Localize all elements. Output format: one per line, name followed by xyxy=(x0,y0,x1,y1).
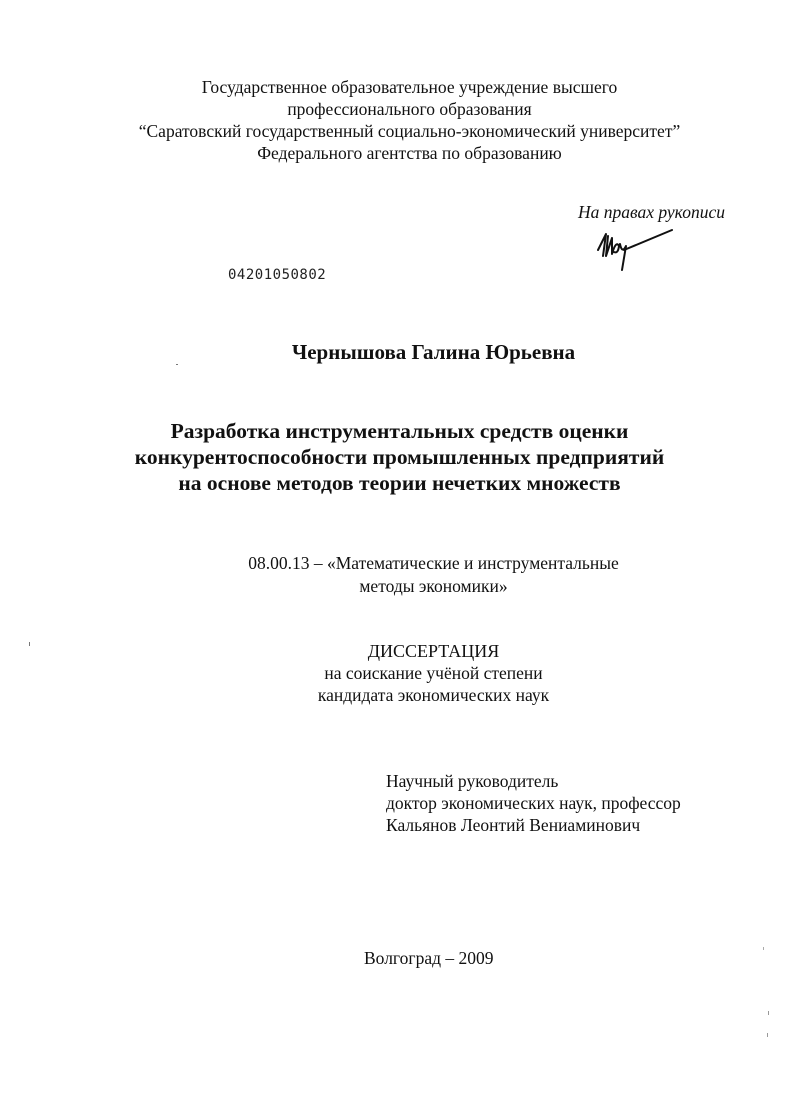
scan-speck xyxy=(767,1033,768,1037)
city-year: Волгоград – 2009 xyxy=(364,948,494,968)
manuscript-rights-note: На правах рукописи xyxy=(578,202,725,222)
dissertation-block xyxy=(34,640,799,706)
thesis-title-line: конкурентоспособности промышленных предприятий xyxy=(134,445,665,469)
specialty xyxy=(34,552,799,598)
thesis-title-line: на основе методов теории нечетких множеств xyxy=(178,471,621,495)
institution-line: профессионального образования xyxy=(287,99,532,119)
scan-speck xyxy=(763,947,764,950)
institution-line: Государственное образовательное учреждение высшего xyxy=(201,77,618,97)
scan-speck xyxy=(176,364,178,365)
specialty-line: методы экономики» xyxy=(359,576,508,596)
dissertation-heading: ДИССЕРТАЦИЯ xyxy=(367,641,500,661)
supervisor-block xyxy=(386,770,681,836)
institution-line: Федерального агентства по образованию xyxy=(257,143,562,163)
dissertation-line: на соискание учёной степени xyxy=(324,663,543,683)
thesis-title-line: Разработка инструментальных средств оценки xyxy=(170,419,629,443)
specialty-line: 08.00.13 – «Математические и инструментальные xyxy=(248,553,619,573)
supervisor-name: Кальянов Леонтий Вениаминович xyxy=(386,815,641,835)
dissertation-line: кандидата экономических наук xyxy=(317,685,550,705)
institution-line: “Саратовский государственный социально-экономический университет” xyxy=(138,121,681,141)
supervisor-degree: доктор экономических наук, профессор xyxy=(386,793,681,813)
author-name: Чернышова Галина Юрьевна xyxy=(291,340,576,364)
institution-header xyxy=(10,76,799,164)
scan-speck xyxy=(768,1011,769,1015)
signature-icon xyxy=(592,226,676,274)
thesis-title xyxy=(0,418,799,496)
scan-speck xyxy=(29,642,30,646)
supervisor-label: Научный руководитель xyxy=(386,771,559,791)
document-code: 04201050802 xyxy=(228,267,327,283)
